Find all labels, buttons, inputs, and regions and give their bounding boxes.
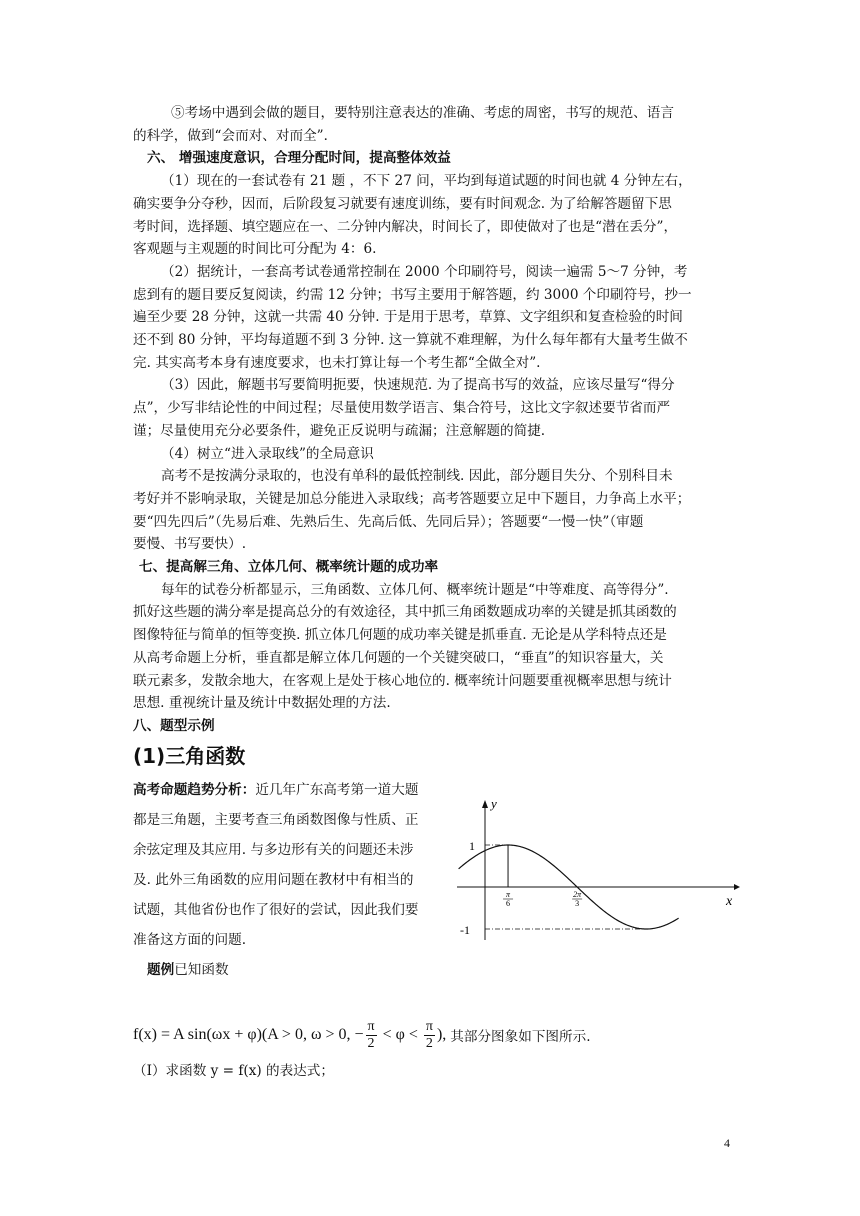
page-number: 4 bbox=[724, 1136, 730, 1150]
body-line: 谨；尽量使用充分必要条件，避免正反说明与疏漏；注意解题的简捷. bbox=[133, 422, 546, 439]
y-tick-label-0: 1 bbox=[469, 839, 475, 853]
body-line: （3）因此，解题书写要简明扼要，快速规范. 为了提高书写的效益，应该尽量写“得分 bbox=[161, 377, 675, 394]
question-1: （Ⅰ）求函数 y = f(x) 的表达式； bbox=[133, 1063, 334, 1079]
body-line: （2）据统计，一套高考试卷通常控制在 2000 个印刷符号，阅读一遍需 5～7 分钟，考 bbox=[161, 263, 688, 280]
body-line: 遍至少要 28 分钟，这就一共需 40 分钟. 于是用于思考，草算、文字组织和复查检验的时间 bbox=[133, 309, 683, 326]
body-line: 还不到 80 分钟，平均每道题不到 3 分钟. 这一算就不难理解，为什么每年都有大量考生做不 bbox=[133, 332, 688, 348]
body-line: 客观题与主观题的时间比可分配为 4：6. bbox=[133, 241, 377, 258]
analysis-line-5: 试题，其他省份也作了很好的尝试，因此我们要 bbox=[133, 902, 419, 918]
body-line: 六、 增强速度意识，合理分配时间，提高整体效益 bbox=[147, 150, 451, 167]
body-line: 考时间，选择题、填空题应在一、二分钟内解决，时间长了，即使做对了也是“潜在丢分”， bbox=[133, 218, 678, 235]
y-axis-label: y bbox=[491, 796, 497, 811]
formula-lhs: f(x) = A sin(ωx + φ)(A > 0, ω > 0, − bbox=[133, 1026, 364, 1043]
body-line: 图像特征与简单的恒等变换. 抓立体几何题的成功率关键是抓垂直. 无论是从学科特点还是 bbox=[133, 627, 667, 644]
body-line: 七、提高解三角、立体几何、概率统计题的成功率 bbox=[139, 559, 439, 575]
body-line: 抓好这些题的满分率是提高总分的有效途径，其中抓三角函数题成功率的关键是抓其函数的 bbox=[133, 604, 677, 621]
body-line: 从高考命题上分析，垂直都是解立体几何题的一个关键突破口，“垂直”的知识容量大，关 bbox=[133, 649, 664, 666]
x-tick-den-1: 3 bbox=[575, 899, 580, 908]
body-line: 高考不是按满分录取的，也没有单科的最低控制线. 因此，部分题目失分、个别科目未 bbox=[161, 468, 673, 485]
body-line: 完. 其实高考本身有速度要求，也未打算让每一个考生都“全做全对”. bbox=[133, 354, 541, 371]
body-line: 考好并不影响录取，关键是加总分能进入录取线；高考答题要立足中下题目，力争高上水平； bbox=[133, 490, 691, 507]
body-line: （4）树立“进入录取线”的全局意识 bbox=[161, 445, 374, 462]
x-tick-num-1: 2π bbox=[573, 890, 582, 899]
function-graph bbox=[455, 792, 740, 942]
formula-note: 其部分图象如下图所示. bbox=[450, 1029, 591, 1045]
body-line: ⑤考场中遇到会做的题目，要特别注意表达的准确、考虑的周密，书写的规范、语言 bbox=[171, 105, 674, 121]
body-line: 要慢、书写要快）. bbox=[133, 536, 247, 553]
y-tick-label-1: -1 bbox=[460, 923, 470, 937]
example-text: 已知函数 bbox=[174, 962, 229, 978]
x-axis-label: x bbox=[726, 894, 733, 909]
body-line: 的科学，做到“会而对、对而全”． bbox=[133, 127, 338, 144]
formula-mid: < φ < bbox=[378, 1026, 422, 1043]
body-line: （1）现在的一套试卷有 21 题 ，不下 27 问，平均到每道试题的时间也就 4 分钟左右， bbox=[161, 173, 692, 190]
body-line: 思想. 重视统计量及统计中数据处理的方法. bbox=[133, 695, 391, 712]
analysis-text: 近几年广东高考第一道大题 bbox=[255, 782, 419, 798]
x-axis-arrow bbox=[734, 884, 740, 890]
body-line: 要“四先四后”（先易后难、先熟后生、先高后低、先同后异）；答题要“一慢一快”（审题 bbox=[133, 513, 644, 530]
function-formula bbox=[133, 1012, 591, 1058]
fraction-neg-pi-half: $\frac{\pi}{2}$ bbox=[367, 1018, 375, 1051]
fraction-pi-half: $\frac{\pi}{2}$ bbox=[425, 1018, 433, 1051]
example-line bbox=[147, 961, 747, 979]
analysis-label: 高考命题趋势分析： bbox=[133, 782, 256, 798]
body-line: 虑到有的题目要反复阅读，约需 12 分钟；书写主要用于解答题，约 3000 个印刷符号，抄一 bbox=[133, 286, 692, 303]
analysis-line-6: 准备这方面的问题. bbox=[133, 932, 247, 948]
analysis-line-4: 及. 此外三角函数的应用问题在教材中有相当的 bbox=[133, 872, 414, 888]
body-line: 点”，少写非结论性的中间过程；尽量使用数学语言、集合符号，这比文字叙述要节省而严 bbox=[133, 400, 671, 417]
x-tick-num-0: π bbox=[506, 890, 511, 899]
analysis-line-3: 余弦定理及其应用. 与多边形有关的问题还未涉 bbox=[133, 842, 414, 858]
section-heading: (1)三角函数 bbox=[133, 744, 246, 768]
analysis-line-2: 都是三角题，主要考查三角函数图像与性质、正 bbox=[133, 812, 419, 828]
x-tick-den-0: 6 bbox=[506, 899, 511, 908]
y-axis-arrow bbox=[482, 800, 488, 808]
body-line: 每年的试卷分析都显示，三角函数、立体几何、概率统计题是“中等难度、高等得分”. bbox=[161, 581, 669, 598]
body-line: 八、题型示例 bbox=[133, 717, 215, 734]
body-line: 联元素多，发散余地大，在客观上是处于核心地位的. 概率统计问题要重视概率思想与统计 bbox=[133, 672, 672, 689]
formula-end: ), bbox=[436, 1026, 447, 1043]
example-label: 题例 bbox=[147, 962, 175, 978]
body-line: 确实要争分夺秒，因而，后阶段复习就要有速度训练，要有时间观念. 为了给解答题留下思 bbox=[133, 195, 672, 212]
analysis-line-1 bbox=[133, 781, 463, 799]
